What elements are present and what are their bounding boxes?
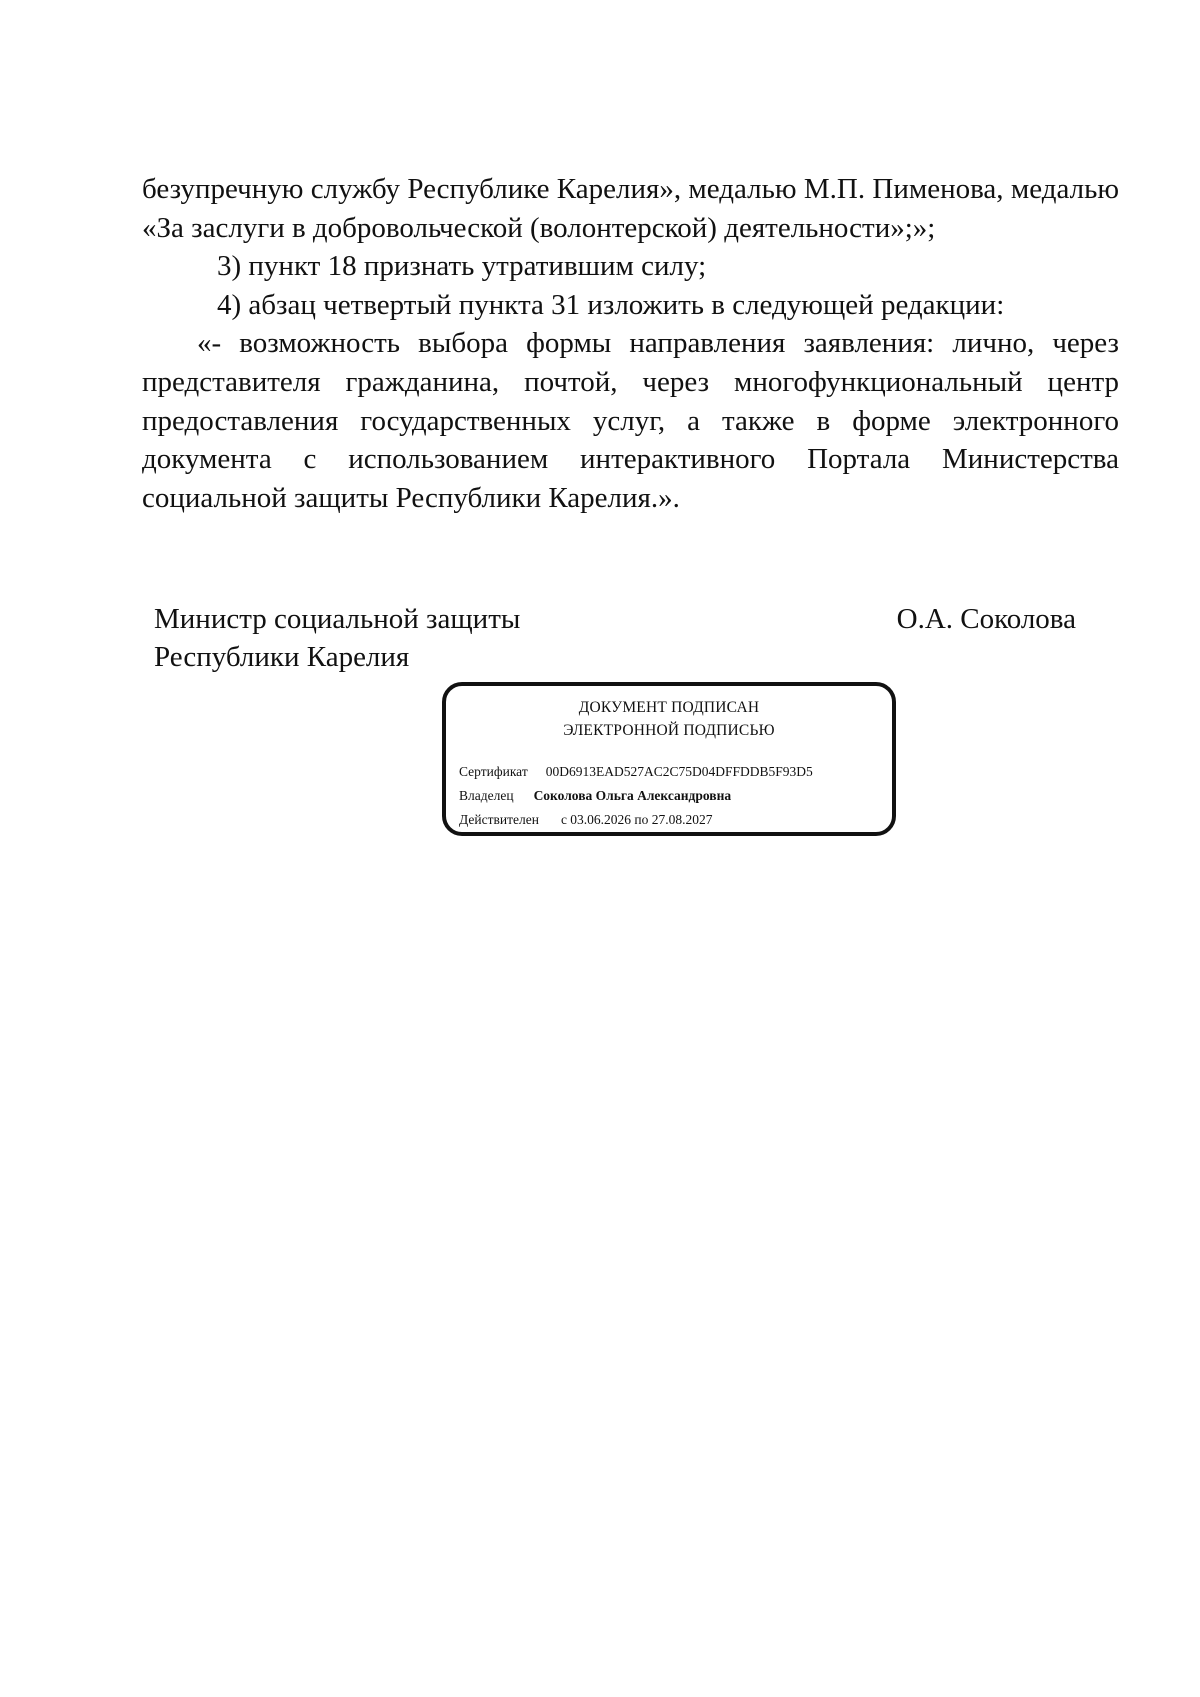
certificate-value: 00D6913EAD527AC2C75D04DFFDDB5F93D5: [545, 764, 813, 779]
validity-value: с 03.06.2026 по 27.08.2027: [560, 812, 713, 827]
paragraph-continuation: безупречную службу Республике Карелия», медалью М.П. Пименова, медалью «За заслуги в добровольческой (волонтерской) деятельности»;»;: [142, 173, 1119, 244]
stamp-title: [446, 696, 892, 742]
paragraph-item-3: 3) пункт 18 признать утратившим силу;: [217, 250, 707, 283]
certificate-label: Сертификат: [459, 764, 528, 779]
owner-value: Соколова Ольга Александровна: [533, 788, 732, 803]
stamp-owner-row: [459, 787, 731, 805]
stamp-title-line1: ДОКУМЕНТ ПОДПИСАН: [578, 699, 760, 716]
signatory-position-line2: Республики Карелия: [154, 641, 410, 673]
stamp-certificate-row: [459, 763, 813, 781]
signatory-name: О.А. Соколова: [896, 603, 1076, 635]
signatory-position-line1: Министр социальной защиты: [154, 603, 521, 635]
signatory-position: [154, 600, 520, 676]
document-body: [142, 170, 1119, 517]
electronic-signature-stamp: [442, 682, 896, 836]
stamp-title-line2: ЭЛЕКТРОННОЙ ПОДПИСЬЮ: [563, 722, 775, 739]
stamp-validity-row: [459, 811, 713, 829]
paragraph-item-4: 4) абзац четвертый пункта 31 изложить в следующей редакции:: [217, 288, 1005, 321]
paragraph-new-wording: «- возможность выбора формы направления заявления: лично, через представителя гражданина, почтой, через многофункциональный центр предоставления государственных услуг, а также в форме электронного документа с использованием интерактивного Портала Министерства социальной защиты Республики Карелия.».: [142, 327, 1119, 514]
validity-label: Действителен: [459, 812, 539, 827]
owner-label: Владелец: [459, 788, 514, 803]
